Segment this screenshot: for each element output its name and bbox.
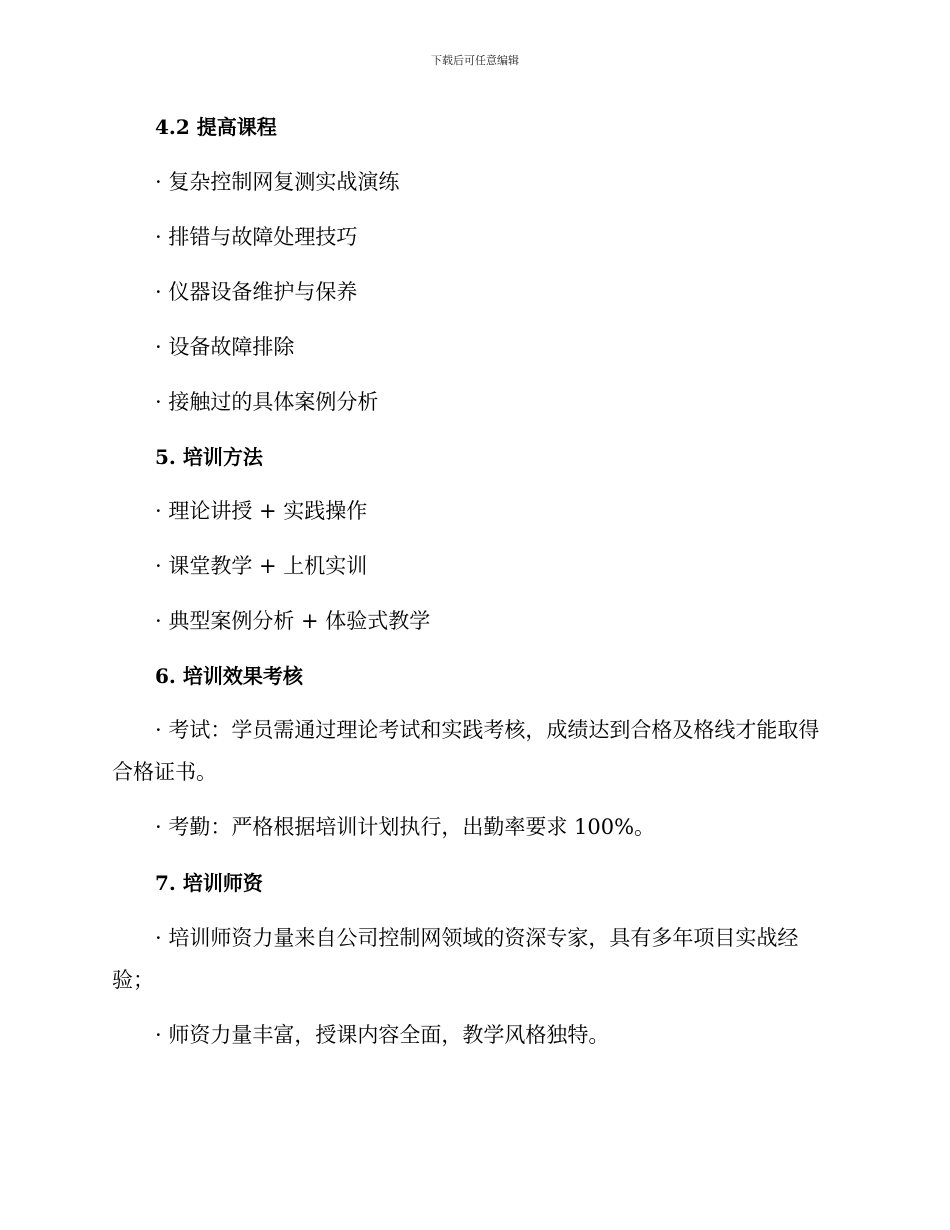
- list-item: · 复杂控制网复测实战演练: [155, 170, 400, 194]
- page-header: 下载后可任意编辑: [431, 54, 519, 67]
- section-heading-6: 6. 培训效果考核: [155, 664, 303, 688]
- paragraph-teaching-style: · 师资力量丰富，授课内容全面，教学风格独特。: [155, 1023, 610, 1047]
- list-item: · 仪器设备维护与保养: [155, 280, 358, 304]
- list-item: · 课堂教学 + 上机实训: [155, 554, 368, 578]
- section-heading-5: 5. 培训方法: [155, 445, 263, 469]
- list-item: · 排错与故障处理技巧: [155, 225, 358, 249]
- paragraph-trainers: · 培训师资力量来自公司控制网领域的资深专家，具有多年项目实战经验；: [112, 926, 799, 992]
- list-item: · 典型案例分析 + 体验式教学: [155, 609, 431, 633]
- section-heading-4-2: 4.2 提高课程: [155, 115, 277, 139]
- list-item: · 理论讲授 + 实践操作: [155, 499, 368, 523]
- list-item: · 设备故障排除: [155, 335, 295, 359]
- list-item: · 接触过的具体案例分析: [155, 390, 379, 414]
- paragraph-exam: · 考试：学员需通过理论考试和实践考核，成绩达到合格及格线才能取得合格证书。: [112, 718, 820, 784]
- section-heading-7: 7. 培训师资: [155, 871, 263, 895]
- paragraph-attendance: · 考勤：严格根据培训计划执行，出勤率要求 100%。: [155, 815, 656, 839]
